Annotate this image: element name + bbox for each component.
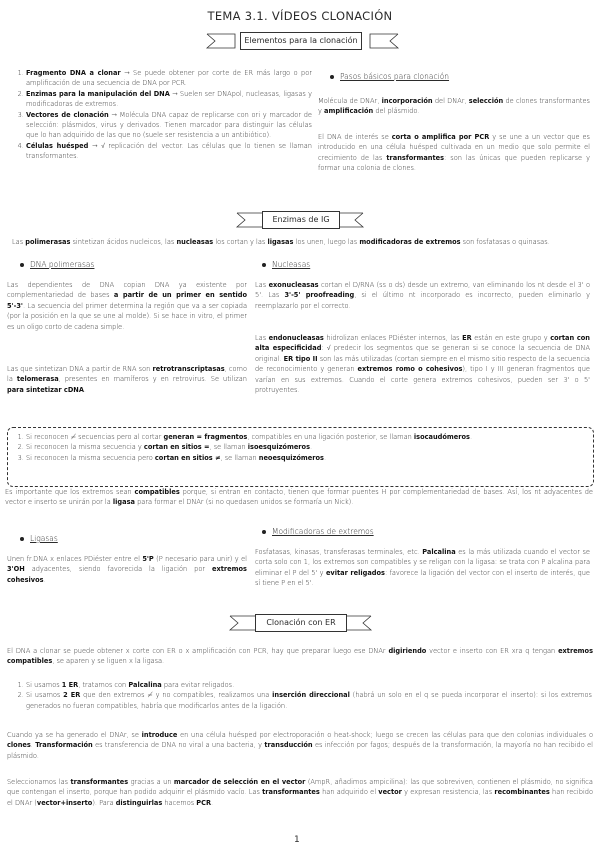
- banner-label: Enzimas de IG: [262, 211, 340, 229]
- elementos-list: [12, 68, 312, 162]
- clon-list: [12, 680, 592, 711]
- list-item: 3. Vectores de clonación → Molécula DNA capaz de replicarse con ori y marcador de selección: plásmidos, virus y derivados. Tienen marcador para distinguir las células que lo han adquirido de las que no (suele ser resistencia a un antibiótico).: [26, 110, 312, 141]
- page-number: 1: [294, 835, 300, 845]
- list-item: 4. Células huésped → √ replicación del vector. Las células que lo tienen se llaman transformantes.: [26, 141, 312, 162]
- modif-heading: Modificadoras de extremos: [262, 527, 374, 537]
- bullet-icon: [20, 537, 24, 541]
- nucleasas-heading: Nucleasas: [262, 260, 310, 270]
- enzyme-types-box: [7, 427, 594, 487]
- page-title: TEMA 3.1. VÍDEOS CLONACIÓN: [207, 9, 393, 23]
- dnapol-paragraph-2: Las que sintetizan DNA a partir de RNA son retrotranscriptasas, como la telomerasa, presentes en mamíferos y en retrovirus. Se utilizan para sintetizar cDNA.: [7, 365, 247, 394]
- banner-elementos: [0, 32, 600, 50]
- dnapol-paragraph-1: Las dependientes de DNA copian DNA ya existente por complementariedad de bases a partir de un primer en sentido 5'-3'. La secuencia del primer determina la región que va a ser copiada (por la posición en la que se une al molde). Si se hace in vitro, el primer es un oligo corto de cadena simple.: [7, 281, 247, 331]
- banner-enzimas: [0, 211, 600, 229]
- bullet-icon: [330, 75, 334, 79]
- bullet-icon: [20, 263, 24, 267]
- modif-paragraph: Fosfatasas, kinasas, transferasas terminales, etc. Palcalina es la más utilizada cuando el vector se corta solo con 1, los extremos son compatibles y se religan con la ligasa: se trata con P alcalina para eliminar el P del 5' y evitar religados: favorece la ligación del vector con el inserto de interés, que sí tiene P en el 5'.: [255, 548, 590, 588]
- pasos-paragraph-2: El DNA de interés se corta o amplifica por PCR y se une a un vector que es introducido en una célula huésped cultivada en un medio que solo permite el crecimiento de las transformantes: son las únicas que pueden replicarse y formar una colonia de clones.: [318, 133, 590, 173]
- dnapol-heading: DNA polimerasas: [20, 260, 94, 270]
- list-item: 1. Si usamos 1 ER, tratamos con Palcalina para evitar religados.: [26, 680, 592, 690]
- list-item: 2. Si reconocen la misma secuencia y cortan en sitios =, se llaman isoesquizómeros.: [26, 442, 584, 452]
- pasos-heading: Pasos básicos para clonación: [330, 72, 449, 82]
- bullet-icon: [262, 530, 266, 534]
- ligasas-paragraph: Unen fr.DNA x enlaces PDiéster entre el 5'P (P necesario para unir) y el 3'OH adyacentes, siendo favorecida la ligación por extremos cohesivos.: [7, 555, 247, 584]
- enzimas-intro: Las polimerasas sintetizan ácidos nucleicos, las nucleasas los cortan y las ligasas los unen, luego las modificadoras de extremos son fosfatasas o quinasas.: [12, 238, 550, 246]
- list-item: 2. Si usamos 2 ER que den extremos ≠ y no compatibles, realizamos una inserción direccional (habrá un solo en el q se pueda incorporar el inserto): si los extremos generados no fueran compatibles, habría que modificarlos antes de la ligación.: [26, 690, 592, 711]
- clon-paragraph-2: Cuando ya se ha generado el DNAr, se introduce en una célula huésped por electroporación o heat-shock; luego se crecen las células para que den colonias individuales o clones. Transformación es transferencia de DNA no viral a una bacteria, y transducción es infección por fagos; después de la transformación, la mayoría no han recibido el plásmido.: [7, 731, 593, 760]
- bullet-icon: [262, 263, 266, 267]
- ligasas-heading: Ligasas: [20, 534, 58, 544]
- list-item: 1. Fragmento DNA a clonar → Se puede obtener por corte de ER más largo o por amplificación de una secuencia de DNA por PCR.: [26, 68, 312, 89]
- banner-label: Clonación con ER: [255, 614, 347, 632]
- compat-paragraph: Es importante que los extremos sean compatibles porque, si entran en contacto, tienen que formar puentes H por complementariedad de bases. Así, los nt adyacentes de vector e inserto se unirán por la ligasa para formar el DNAr (si no quedasen unidos se formaría un Nick).: [5, 488, 593, 507]
- clon-paragraph-3: Seleccionamos las transformantes gracias a un marcador de selección en el vector (AmpR, añadimos ampicilina): las que sobreviven, contienen el plásmido, no significa que contengan el inserto, porque han podido adquirir el plásmido vacío. Las transformantes han adquirido el vector y expresan resistencia, las recombinantes han recibido el DNAr (vector+inserto). Para distinguirlas hacemos PCR.: [7, 778, 594, 807]
- nucleasas-paragraph-2: Las endonucleasas hidrolizan enlaces PDiéster internos, las ER están en este grupo y cortan con alta especificidad: √ predecir los segmentos que se generan si se conoce la secuencia de DNA original. ER tipo II son las más utilizadas (cortan siempre en el mismo sitio respecto de la secuencia de reconocimiento y generan extremos romo o cohesivos), tipo I y III generan fragmentos que varían en sus extremos. Cuando el corte genera extremos cohesivos, pueden ser 3' o 5' protruyentes.: [255, 334, 590, 395]
- list-item: 1. Si reconocen ≠ secuencias pero al cortar generan = fragmentos, compatibles en una ligación posterior, se llaman isocaudómeros.: [26, 432, 584, 442]
- nucleasas-paragraph-1: Las exonucleasas cortan el D/RNA (ss o ds) desde un extremo, van eliminando los nt desde el 3' o 5'. Las 3'-5' proofreading, si el último nt incorporado es incorrecto, pueden eliminarlo y reemplazarlo por el correcto.: [255, 281, 590, 310]
- pasos-paragraph-1: Molécula de DNAr, incorporación del DNAr, selección de clones transformantes y amplificación del plásmido.: [318, 97, 590, 116]
- banner-label: Elementos para la clonación: [240, 32, 362, 50]
- list-item: 2. Enzimas para la manipulación del DNA → Suelen ser DNApol, nucleasas, ligasas y modificadoras de extremos.: [26, 89, 312, 110]
- clon-paragraph-1: El DNA a clonar se puede obtener x corte con ER o x amplificación con PCR, hay que preparar luego ese DNAr digiriendo vector e inserto con ER xra q tengan extremos compatibles, se aparen y se liguen x la ligasa.: [7, 647, 593, 666]
- banner-clonacion: [0, 614, 600, 632]
- list-item: 3. Si reconocen la misma secuencia pero cortan en sitios ≠, se llaman neoesquizómeros.: [26, 453, 584, 463]
